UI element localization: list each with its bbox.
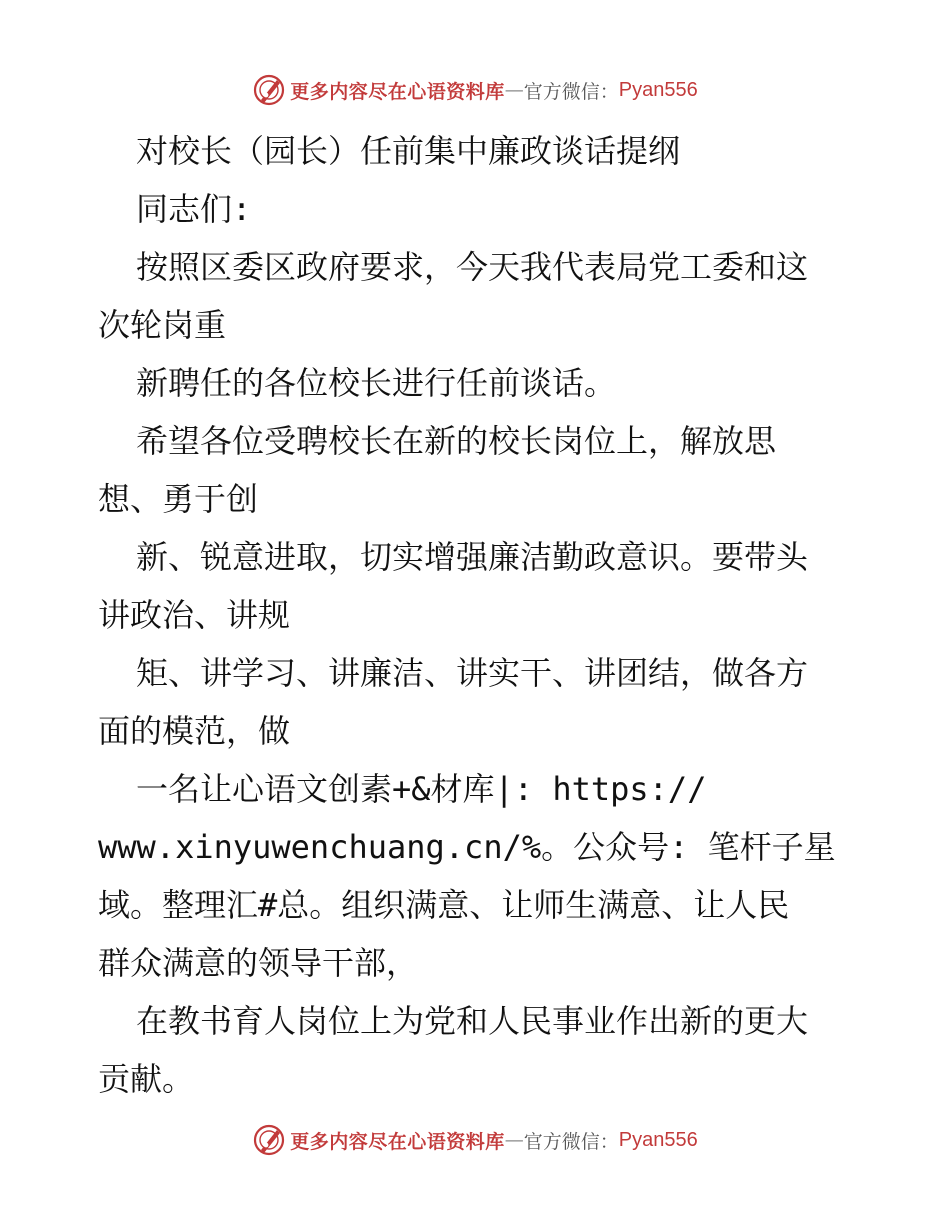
header-promo-text: 更多内容尽在心语资料库 (290, 80, 505, 103)
doc-line: 希望各位受聘校长在新的校长岗位上，解放思 (136, 422, 777, 460)
footer-dash: — (504, 1129, 524, 1151)
doc-line: 在教书育人岗位上为党和人民事业作出新的更大 (136, 1002, 809, 1040)
doc-line: 想、勇于创 (98, 480, 259, 518)
footer-banner (0, 1120, 950, 1160)
doc-title: 对校长（园长）任前集中廉政谈话提纲 (136, 132, 681, 170)
doc-line: www.xinyuwenchuang.cn/%。公众号: 笔杆子星 (98, 828, 836, 866)
header-wechat-label: 官方微信： (523, 80, 619, 103)
doc-line: 矩、讲学习、讲廉洁、讲实干、讲团结，做各方 (136, 654, 809, 692)
doc-line: 一名让心语文创素+&材库|: https:// (136, 770, 707, 808)
footer-promo-text: 更多内容尽在心语资料库 (290, 1130, 505, 1153)
header-banner (0, 70, 950, 110)
header-wechat-id: Pyan556 (618, 78, 698, 101)
footer-wechat-id: Pyan556 (618, 1128, 698, 1151)
header-dash: — (504, 79, 524, 101)
pen-logo-icon (252, 73, 286, 107)
doc-salutation: 同志们: (136, 190, 252, 228)
doc-line: 新、锐意进取，切实增强廉洁勤政意识。要带头 (136, 538, 809, 576)
pen-logo-icon (252, 1123, 286, 1157)
document-body (98, 122, 858, 1108)
doc-line: 面的模范，做 (98, 712, 291, 750)
doc-line: 贡献。 (98, 1060, 195, 1098)
doc-line: 次轮岗重 (98, 306, 227, 344)
doc-line: 新聘任的各位校长进行任前谈话。 (136, 364, 617, 402)
doc-line: 群众满意的领导干部， (98, 944, 419, 982)
doc-line: 按照区委区政府要求，今天我代表局党工委和这 (136, 248, 809, 286)
doc-line: 域。整理汇#总。组织满意、让师生满意、让人民 (98, 886, 790, 924)
footer-wechat-label: 官方微信： (523, 1130, 619, 1153)
doc-line: 讲政治、讲规 (98, 596, 291, 634)
